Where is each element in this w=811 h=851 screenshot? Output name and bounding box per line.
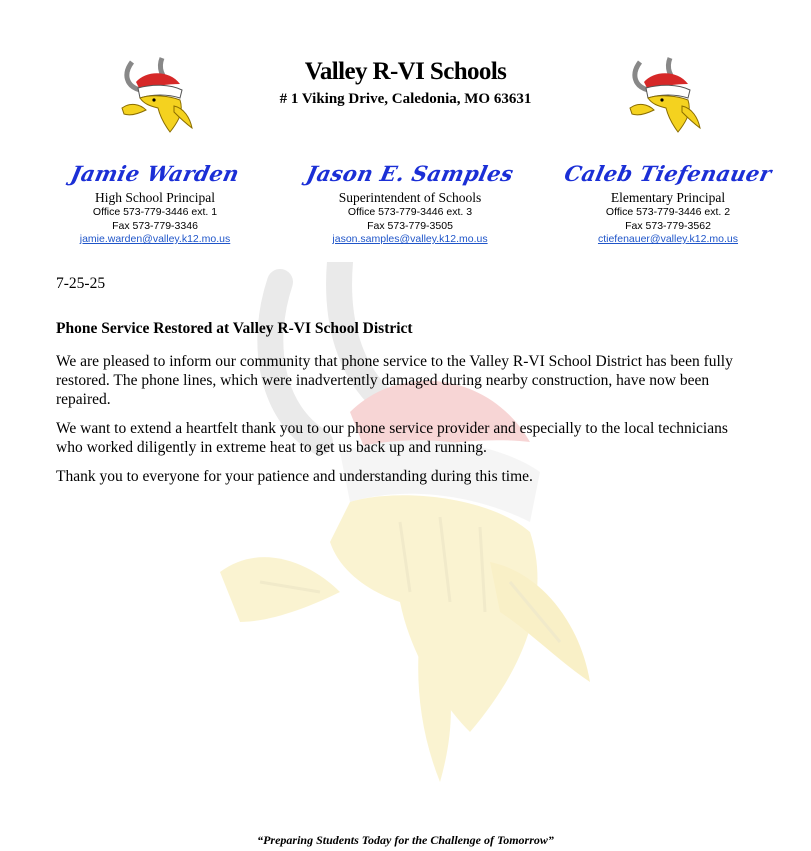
office-phone: Office 573-779-3446 ext. 1 <box>92 206 218 218</box>
staff-role: Elementary Principal <box>610 190 726 205</box>
staff-superintendent <box>290 160 530 246</box>
signature: Caleb Tiefenauer <box>562 161 774 186</box>
signature: Jason E. Samples <box>304 161 516 186</box>
staff-elementary-principal <box>548 160 788 246</box>
signature: Jamie Warden <box>68 161 242 186</box>
fax-number: Fax 573-779-3346 <box>112 219 198 232</box>
letter-heading: Phone Service Restored at Valley R-VI School District <box>56 320 413 337</box>
staff-role: Superintendent of Schools <box>338 190 482 205</box>
email-link[interactable]: jason.samples@valley.k12.mo.us <box>332 233 488 245</box>
letter-body <box>56 274 756 486</box>
school-address: # 1 Viking Drive, Caledonia, MO 63631 <box>279 91 532 107</box>
fax-number: Fax 573-779-3505 <box>367 219 453 232</box>
office-phone: Office 573-779-3446 ext. 2 <box>605 206 731 218</box>
staff-high-school-principal <box>35 160 275 246</box>
staff-role: High School Principal <box>95 190 215 205</box>
email-link[interactable]: ctiefenauer@valley.k12.mo.us <box>597 233 739 245</box>
letter-paragraph: Thank you to everyone for your patience and understanding during this time. <box>56 468 533 485</box>
fax-number: Fax 573-779-3562 <box>625 219 711 232</box>
letter-paragraph: We are pleased to inform our community that phone service to the Valley R-VI School District has been fully restored. The phone lines, which were inadvertently damaged during nearby construction, have now been repaired. <box>56 353 733 408</box>
office-phone: Office 573-779-3446 ext. 3 <box>347 206 473 218</box>
footer-motto: “Preparing Students Today for the Challenge of Tomorrow” <box>257 833 554 847</box>
letter-paragraph: We want to extend a heartfelt thank you to our phone service provider and especially to the local technicians who worked diligently in extreme heat to get us back up and running. <box>56 420 728 456</box>
school-name: Valley R-VI Schools <box>304 58 507 85</box>
letter-date: 7-25-25 <box>56 275 106 292</box>
email-link[interactable]: jamie.warden@valley.k12.mo.us <box>79 233 231 245</box>
